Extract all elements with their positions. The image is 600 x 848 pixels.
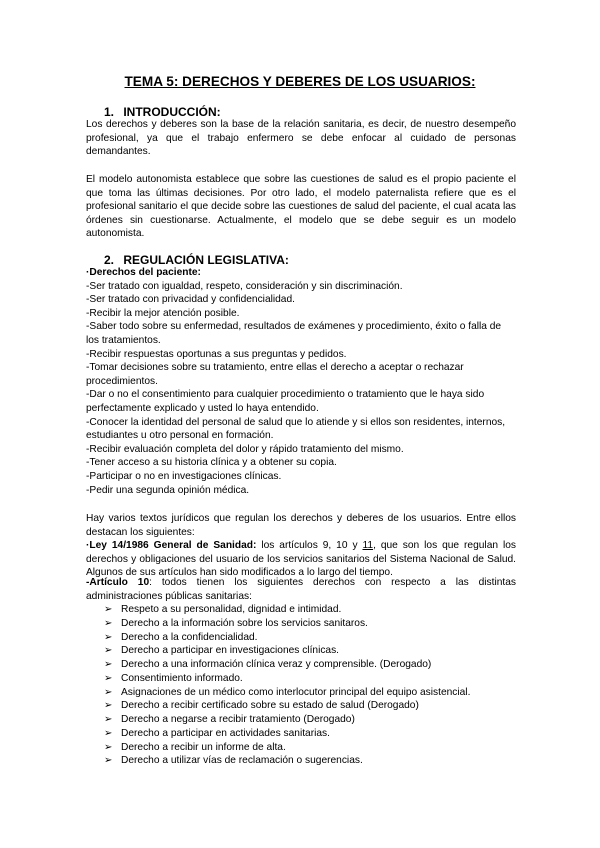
section-title: INTRODUCCIÓN: xyxy=(123,105,221,119)
rights-line: -Saber todo sobre su enfermedad, resultados de exámenes y procedimiento, éxito o falla de xyxy=(86,321,502,333)
rights-line: -Recibir la mejor atención posible. xyxy=(86,307,240,319)
arrow-bullet-icon: ➢ xyxy=(104,755,113,767)
ley-article-11: 11 xyxy=(362,540,374,551)
rights-line: -Pedir una segunda opinión médica. xyxy=(86,484,250,496)
list-item xyxy=(104,631,470,645)
rights-line: -Tener acceso a su historia clínica y a obtener su copia. xyxy=(86,457,337,469)
list-item-text: Derecho a negarse a recibir tratamiento (Derogado) xyxy=(121,714,355,725)
list-item-text: Derecho a recibir un informe de alta. xyxy=(121,741,286,753)
arrow-bullet-icon: ➢ xyxy=(104,631,113,643)
legal-texts-intro: Hay varios textos jurídicos que regulan los derechos y deberes de los usuarios. Entre ellos destacan los siguientes: xyxy=(86,513,516,538)
list-item-text: Derecho a participar en investigaciones clínicas. xyxy=(121,645,340,657)
patient-rights-heading: ·Derechos del paciente: xyxy=(86,267,201,278)
rights-line: -Tomar decisiones sobre su tratamiento, entre ellas el derecho a aceptar o rechazar xyxy=(86,362,464,374)
list-item xyxy=(104,603,470,617)
document-title: TEMA 5: DERECHOS Y DEBERES DE LOS USUARIOS: xyxy=(124,74,476,89)
list-item-text: Derecho a recibir certificado sobre su estado de salud (Derogado) xyxy=(121,700,419,712)
arrow-bullet-icon: ➢ xyxy=(104,741,113,753)
list-item xyxy=(104,727,470,741)
arrow-bullet-icon: ➢ xyxy=(104,672,113,684)
list-item xyxy=(104,754,470,768)
section-number: 2. xyxy=(104,253,115,267)
rights-line: perfectamente explicado y usted lo haya entendido. xyxy=(86,402,319,414)
rights-line: -Ser tratado con igualdad, respeto, consideración y sin discriminación. xyxy=(86,280,403,292)
section-number: 1. xyxy=(104,105,115,119)
list-item xyxy=(104,699,470,713)
rights-line: -Dar o no el consentimiento para cualquier procedimiento o tratamiento que le haya sido xyxy=(86,389,485,401)
arrow-bullet-icon: ➢ xyxy=(104,617,113,629)
rights-line: -Recibir evaluación completa del dolor y rápido tratamiento del mismo. xyxy=(86,443,404,455)
arrow-bullet-icon: ➢ xyxy=(104,659,113,670)
rights-line: estudiantes u otro personal en formación. xyxy=(86,430,274,442)
arrow-bullet-icon: ➢ xyxy=(104,727,113,739)
list-item xyxy=(104,713,470,727)
list-item-text: Derecho a la información sobre los servicios sanitaros. xyxy=(121,617,368,629)
ley-label: ·Ley 14/1986 General de Sanidad: xyxy=(86,540,257,551)
section-heading-introduccion xyxy=(104,105,221,119)
rights-line: -Conocer la identidad del personal de salud que lo atiende y si ellos son residentes, internos, xyxy=(86,416,506,428)
intro-paragraph-1: Los derechos y deberes son la base de la relación sanitaria, es decir, de nuestro desempeño profesional, ya que el trabajo enfermero se debe enfocar al cuidado de personas demandantes. xyxy=(86,119,516,157)
intro-paragraph-2: El modelo autonomista establece que sobre las cuestiones de salud es el propio paciente el que toma las últimas decisiones. Por otro lado, el modelo paternalista refiere que es el profesional sanitario el que decide sobre las cuestiones de salud del paciente, el cual acata las órdenes sin cuestionarse. Actualmente, el modelo que se debe seguir es un modelo autonomista. xyxy=(86,174,516,239)
arrow-bullet-icon: ➢ xyxy=(104,645,113,657)
rights-line: procedimientos. xyxy=(86,375,158,387)
arrow-bullet-icon: ➢ xyxy=(104,700,113,712)
list-item-text: Asignaciones de un médico como interlocutor principal del equipo asistencial. xyxy=(121,686,471,698)
articulo-10-paragraph xyxy=(86,576,516,603)
articulo-text: : todos tienen los siguientes derechos con respecto a las distintas administraciones públicas sanitarias: xyxy=(86,577,516,602)
ley-text: los artículos 9, 10 y xyxy=(256,540,363,551)
section-heading-regulacion xyxy=(104,253,289,267)
list-item-text: Derecho a participar en actividades sanitarias. xyxy=(121,727,330,739)
arrow-bullet-icon: ➢ xyxy=(104,714,113,725)
ley-text-continued: , que son los que regulan los derechos y obligaciones del usuario de los servicios sanitarios del Sistema Nacional de Salud. Algunos de sus artículos han sido modificados a lo largo del tiempo. xyxy=(86,540,516,578)
list-item xyxy=(104,644,470,658)
list-item-text: Derecho a la confidencialidad. xyxy=(121,631,258,643)
articulo-label: -Artículo 10 xyxy=(86,577,150,588)
patient-rights-block xyxy=(86,266,516,497)
ley-paragraph xyxy=(86,539,516,580)
rights-line: -Ser tratado con privacidad y confidencialidad. xyxy=(86,294,295,306)
rights-line: -Recibir respuestas oportunas a sus preguntas y pedidos. xyxy=(86,348,347,360)
list-item xyxy=(104,741,470,755)
list-item xyxy=(104,686,470,700)
arrow-bullet-icon: ➢ xyxy=(104,604,113,615)
section-title: REGULACIÓN LEGISLATIVA: xyxy=(123,253,289,267)
articulo-10-list xyxy=(104,603,470,768)
list-item-text: Derecho a una información clínica veraz y comprensible. (Derogado) xyxy=(121,659,432,670)
list-item xyxy=(104,658,470,672)
rights-line: los tratamientos. xyxy=(86,334,161,346)
list-item-text: Respeto a su personalidad, dignidad e intimidad. xyxy=(121,604,342,615)
list-item xyxy=(104,617,470,631)
rights-line: -Participar o no en investigaciones clínicas. xyxy=(86,470,282,482)
list-item-text: Derecho a utilizar vías de reclamación o sugerencias. xyxy=(121,755,363,767)
list-item-text: Consentimiento informado. xyxy=(121,672,243,684)
list-item xyxy=(104,672,470,686)
arrow-bullet-icon: ➢ xyxy=(104,686,113,698)
